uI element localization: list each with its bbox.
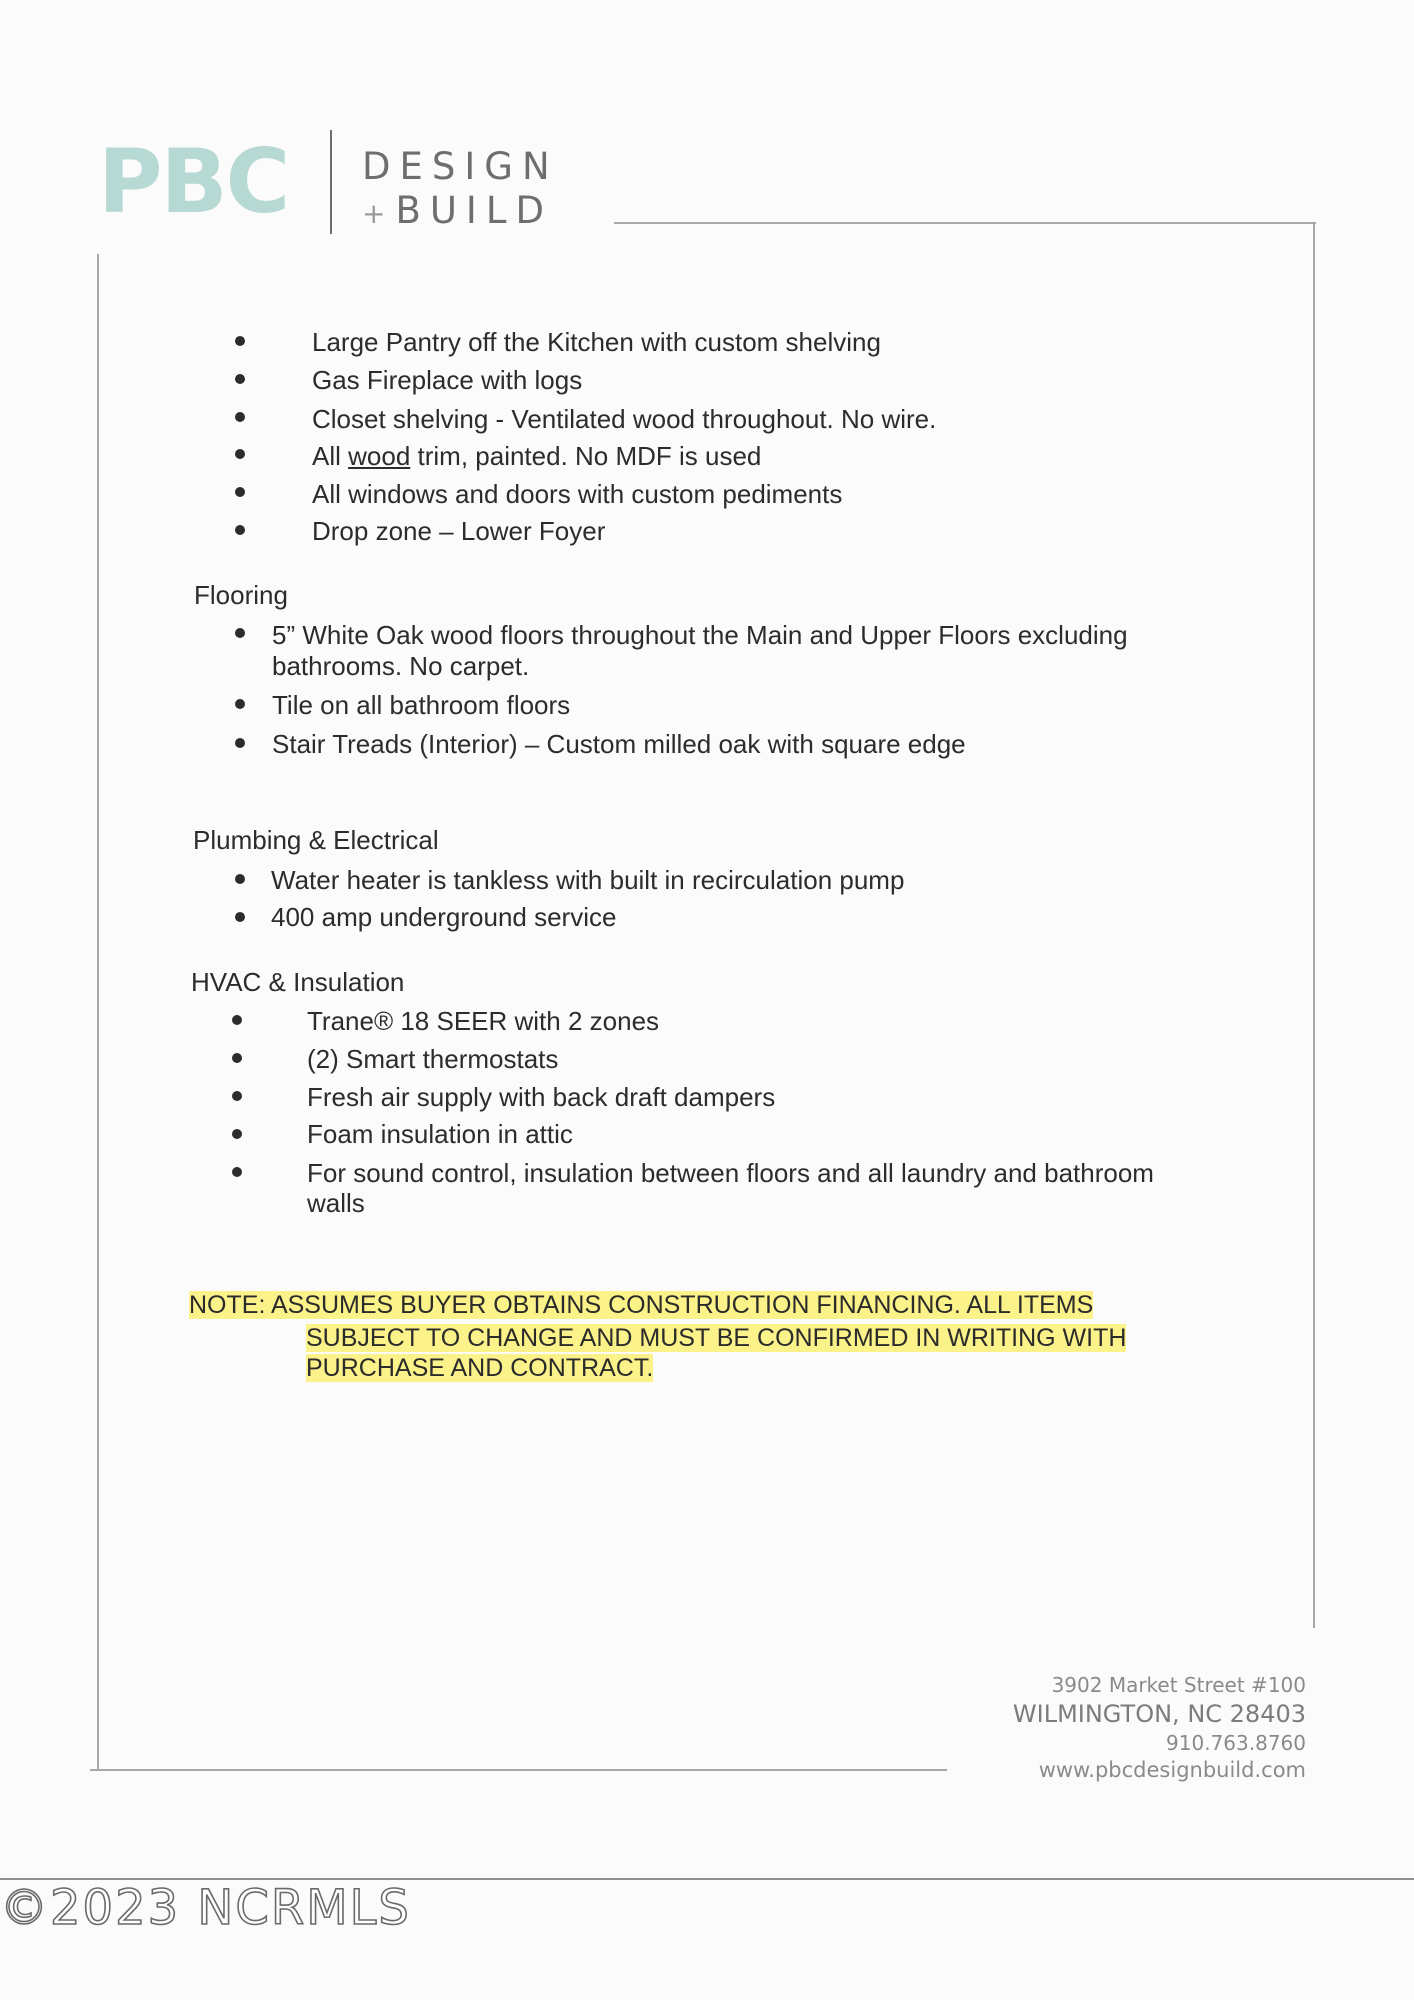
feature-item bbox=[312, 441, 761, 471]
note-highlight: NOTE: ASSUMES BUYER OBTAINS CONSTRUCTION FINANCING. ALL ITEMS bbox=[189, 1291, 1094, 1319]
feature-item: Gas Fireplace with logs bbox=[312, 365, 583, 395]
frame-top-line bbox=[614, 222, 1316, 224]
hvac-item-continued: walls bbox=[307, 1188, 365, 1218]
feature-item: Large Pantry off the Kitchen with custom shelving bbox=[312, 327, 881, 357]
bullet-icon bbox=[235, 699, 245, 709]
flooring-heading: Flooring bbox=[194, 580, 288, 610]
bullet-icon bbox=[232, 1129, 242, 1139]
bullet-icon bbox=[235, 628, 245, 638]
footer-street: 3902 Market Street #100 bbox=[1051, 1673, 1306, 1697]
bullet-icon bbox=[235, 487, 245, 497]
bullet-icon bbox=[235, 374, 245, 384]
footer-city: WILMINGTON, NC 28403 bbox=[1012, 1700, 1306, 1728]
feature-item: Closet shelving - Ventilated wood throughout. No wire. bbox=[312, 404, 937, 434]
logo-build-text: BUILD bbox=[395, 189, 553, 232]
hvac-item: (2) Smart thermostats bbox=[307, 1044, 559, 1074]
hvac-item: For sound control, insulation between floors and all laundry and bathroom bbox=[307, 1158, 1154, 1188]
bullet-icon bbox=[235, 525, 245, 535]
bullet-icon bbox=[232, 1053, 242, 1063]
bullet-icon bbox=[232, 1167, 242, 1177]
frame-bottom-line bbox=[90, 1769, 947, 1771]
feature-item: Drop zone – Lower Foyer bbox=[312, 516, 606, 546]
feature-text-underlined: wood bbox=[348, 441, 411, 471]
note-highlight: PURCHASE AND CONTRACT. bbox=[306, 1354, 654, 1382]
bullet-icon bbox=[235, 912, 245, 922]
bullet-icon bbox=[232, 1015, 242, 1025]
feature-text-post: trim, painted. No MDF is used bbox=[410, 441, 762, 471]
hvac-item: Fresh air supply with back draft dampers bbox=[307, 1082, 776, 1112]
bullet-icon bbox=[232, 1091, 242, 1101]
footer-website: www.pbcdesignbuild.com bbox=[1038, 1758, 1306, 1782]
flooring-item: Tile on all bathroom floors bbox=[272, 690, 571, 720]
feature-text-pre: All bbox=[312, 441, 349, 471]
note-line-2 bbox=[306, 1323, 1126, 1354]
flooring-item-continued: bathrooms. No carpet. bbox=[272, 651, 530, 681]
footer-phone: 910.763.8760 bbox=[1166, 1731, 1306, 1755]
note-line-3 bbox=[306, 1353, 653, 1384]
plumbing-item: Water heater is tankless with built in recirculation pump bbox=[271, 865, 905, 895]
logo-plus: + bbox=[362, 197, 390, 230]
frame-right-line bbox=[1313, 224, 1315, 1628]
plumbing-item: 400 amp underground service bbox=[271, 902, 617, 932]
plumbing-heading: Plumbing & Electrical bbox=[193, 825, 439, 855]
note-highlight: SUBJECT TO CHANGE AND MUST BE CONFIRMED IN WRITING WITH bbox=[306, 1324, 1127, 1352]
hvac-heading: HVAC & Insulation bbox=[191, 967, 405, 997]
bullet-icon bbox=[235, 336, 245, 346]
bullet-icon bbox=[235, 874, 245, 884]
logo-word-design: DESIGN bbox=[362, 145, 559, 188]
logo-word-build bbox=[362, 189, 553, 232]
frame-left-line bbox=[97, 254, 99, 1770]
hvac-item: Trane® 18 SEER with 2 zones bbox=[307, 1006, 660, 1036]
bullet-icon bbox=[235, 738, 245, 748]
flooring-item: Stair Treads (Interior) – Custom milled oak with square edge bbox=[272, 729, 966, 759]
note-line-1 bbox=[189, 1290, 1093, 1321]
copyright-watermark: ©2023 NCRMLS bbox=[0, 1880, 411, 1936]
bullet-icon bbox=[235, 412, 245, 422]
flooring-item: 5” White Oak wood floors throughout the Main and Upper Floors excluding bbox=[272, 620, 1128, 650]
feature-item: All windows and doors with custom pediments bbox=[312, 479, 843, 509]
hvac-item: Foam insulation in attic bbox=[307, 1119, 573, 1149]
bullet-icon bbox=[235, 449, 245, 459]
logo-divider bbox=[330, 130, 332, 234]
pbc-logo-mark: PBC bbox=[98, 130, 289, 233]
